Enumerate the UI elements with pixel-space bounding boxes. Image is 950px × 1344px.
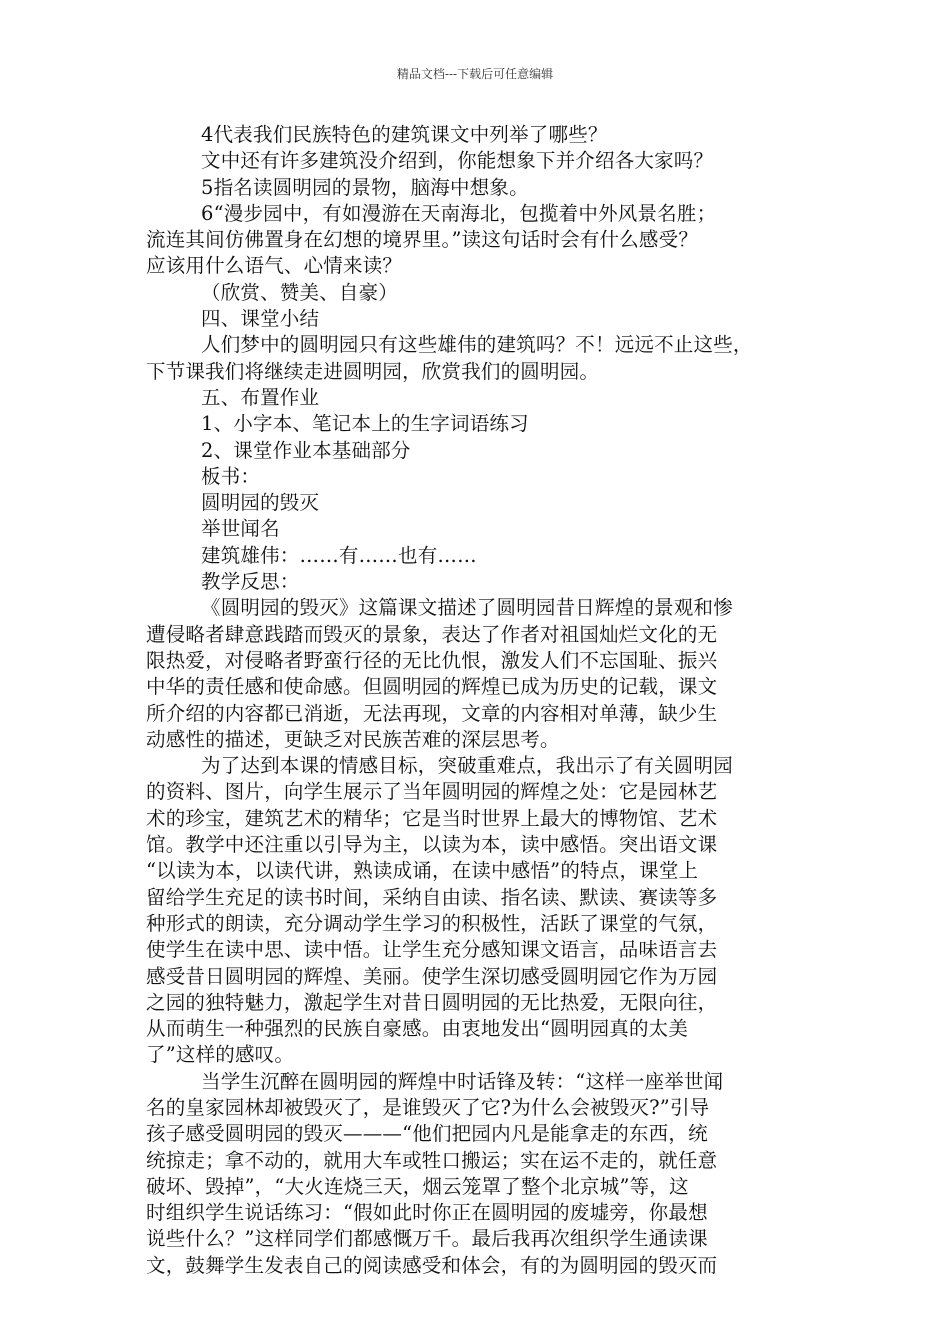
text-line: 4代表我们民族特色的建筑课文中列举了哪些？ (201, 123, 608, 146)
text-line: 统掠走；拿不动的，就用大车或牲口搬运；实在运不走的，就任意 (146, 1148, 718, 1172)
text-line: 动感性的描述，更缺乏对民族苦难的深层思考。 (146, 727, 560, 751)
text-line: 四、课堂小结 (201, 307, 320, 331)
text-line: 应该用什么语气、心情来读？ (146, 254, 403, 278)
text-line: 五、布置作业 (201, 385, 320, 409)
text-line: 时组织学生说话练习：“假如此时你正在圆明园的废墟旁，你最想 (146, 1201, 708, 1225)
text-line: 破坏、毁掉”，“大火连烧三天，烟云笼罩了整个北京城”等，这 (146, 1174, 689, 1198)
text-line: 说些什么？”这样同学们都感慨万千。最后我再次组织学生通读课 (146, 1227, 708, 1251)
text-line: 从而萌生一种强烈的民族自豪感。由衷地发出“圆明园真的太美 (146, 1017, 689, 1041)
text-line: 2、课堂作业本基础部分 (201, 438, 411, 462)
text-line: 种形式的朗读，充分调动学生学习的积极性，活跃了课堂的气氛， (146, 911, 718, 935)
text-line: 人们梦中的圆明园只有这些雄伟的建筑吗？不！远远不止这些， (201, 333, 753, 357)
text-line: 下节课我们将继续走进圆明园，欣赏我们的圆明园。 (146, 359, 600, 383)
page-header: 精品文档---下载后可任意编辑 (396, 67, 554, 81)
text-line: 了”这样的感叹。 (146, 1043, 295, 1067)
text-line: 5指名读圆明园的景物，脑海中想象。 (201, 175, 529, 199)
text-line: 《圆明园的毁灭》这篇课文描述了圆明园昔日辉煌的景观和惨 (201, 596, 733, 620)
text-line: 流连其间仿佛置身在幻想的境界里。”读这句话时会有什么感受？ (146, 228, 699, 252)
text-line: “以读为本，以读代讲，熟读成诵，在读中感悟”的特点，课堂上 (146, 859, 699, 883)
text-line: 文，鼓舞学生发表自己的阅读感受和体会，有的为圆明园的毁灭而 (146, 1253, 718, 1277)
text-line: 板书： (201, 464, 261, 488)
text-line: 孩子感受圆明园的毁灭———“他们把园内凡是能拿走的东西，统 (146, 1122, 708, 1146)
text-line: 文中还有许多建筑没介绍到，你能想象下并介绍各大家吗？ (201, 149, 714, 173)
text-line: 遭侵略者肆意践踏而毁灭的景象，表达了作者对祖国灿烂文化的无 (146, 622, 718, 646)
text-line: 当学生沉醉在圆明园的辉煌中时话锋及转：“这样一座举世闻 (201, 1069, 724, 1093)
text-line: 所介绍的内容都已消逝，无法再现，文章的内容相对单薄，缺少生 (146, 701, 718, 725)
text-line: 使学生在读中思、读中悟。让学生充分感知课文语言，品味语言去 (146, 938, 718, 962)
text-line: 建筑雄伟：……有……也有…… (201, 543, 477, 567)
text-line: 限热爱，对侵略者野蛮行径的无比仇恨，激发人们不忘国耻、振兴 (146, 648, 718, 672)
text-line: 术的珍宝，建筑艺术的精华；它是当时世界上最大的博物馆、艺术 (146, 806, 718, 830)
text-line: 举世闻名 (201, 517, 280, 541)
text-line: 留给学生充足的读书时间，采纳自由读、指名读、默读、赛读等多 (146, 885, 718, 909)
text-line: 馆。教学中还注重以引导为主，以读为本，读中感悟。突出语文课 (146, 833, 718, 857)
text-line: 1、小字本、笔记本上的生字词语练习 (201, 412, 529, 436)
text-line: 之园的独特魅力，激起学生对昔日圆明园的无比热爱，无限向往， (146, 990, 718, 1014)
text-line: 名的皇家园林却被毁灭了，是谁毁灭了它?为什么会被毁灭?”引导 (146, 1095, 710, 1119)
document-body (146, 122, 810, 1279)
text-line: （欣赏、赞美、自豪） (201, 280, 399, 304)
text-line: 感受昔日圆明园的辉煌、美丽。使学生深切感受圆明园它作为万园 (146, 964, 718, 988)
text-line: 的资料、图片，向学生展示了当年圆明园的辉煌之处：它是园林艺 (146, 780, 718, 804)
text-line: 教学反思： (201, 570, 300, 594)
text-line: 中华的责任感和使命感。但圆明园的辉煌已成为历史的记载，课文 (146, 675, 718, 699)
text-line: 为了达到本课的情感目标，突破重难点，我出示了有关圆明园 (201, 754, 733, 778)
text-line: 6“漫步园中，有如漫游在天南海北，包揽着中外风景名胜； (201, 201, 717, 225)
text-line: 圆明园的毁灭 (201, 491, 320, 515)
